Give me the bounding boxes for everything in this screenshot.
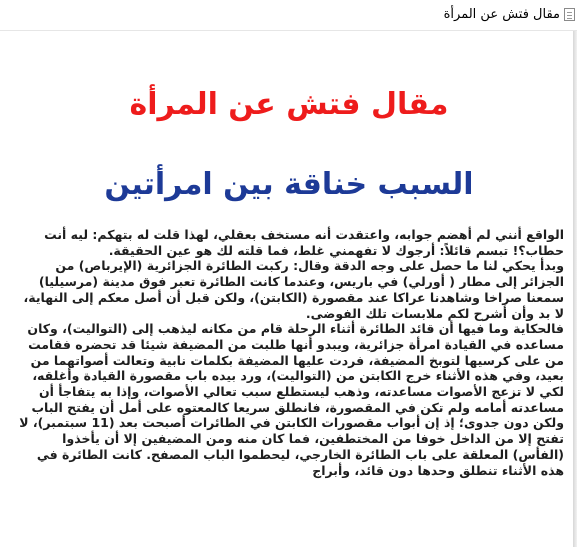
window-title: مقال فتش عن المرأة [443,7,560,22]
article-content[interactable] [8,31,570,547]
paragraph: الواقع أنني لم أهضم جوابه، واعتقدت أنه مستخف بعقلي، لهذا قلت له بتهكم: ليه أنت حطاب؟! تبسم قائلاً: أرجوك لا تفهمني غلط، فما قلته لك هو عين الحقيقة. [44,227,564,258]
paragraph: فالحكاية وما فيها أن قائد الطائرة أثناء الرحلة قام من مكانه ليذهب إلى (التواليت)، وكان مساعده في القيادة امرأة جزائرية، ويبدو أنها طلبت من المضيفة شيئا قد تحضره فقامت من على كرسيها لتوبخ المضيفة، فردت عليها المضيفة بكلمات نابية وتعالت أصواتهما من بعيد، وفي هذه الأثناء خرج الكابتن من (التواليت)، ورد بيده باب مقصورة القيادة وأغلقه، لكي لا تزعج الأصوات مساعدته، وذهب ليستطلع سبب تعالي الأصوات، وإذا به يتفاجأ أن مساعدته أمامه ولم تكن في المقصورة، فانطلق سريعا كالمعتوه على أمل أن يفتح الباب ولكن دون جدوى؛ إذ إن أبواب مقصورات الكابتن في الطائرات أصبحت بعد (11 سبتمبر)، لا تفتح إلا من الداخل خوفا من المختطفين، فما كان منه ومن المضيفين إلا أن يأخذوا (الفأس) المعلقة على باب الطائرة الخارجي، ليحطموا الباب المصفح. كانت الطائرة في هذه الأثناء تنطلق وحدها دون قائد، وأبراج [19,321,564,478]
article-subheading: السبب خناقة بين امرأتين [104,167,474,202]
window-right-edge [573,31,577,547]
article-heading: مقال فتش عن المرأة [129,87,449,122]
article-body [8,227,570,478]
document-icon [564,8,575,21]
window-titlebar [0,0,577,31]
paragraph: وبدأ يحكي لنا ما حصل على وجه الدقة وقال: ركبت الطائرة الجزائرية (الإيرباص) من الجزائر إلى مطار ( أورلي) في باريس، وعندما كانت الطائرة تعبر فوق مدينة (مرسيليا) سمعنا صراخا وشاهدنا عراكا عند مقصورة (الكابتن)، ولكن قبل أن أصل معكم إلى النهاية، لا بد وأن أشرح لكم ملابسات تلك الفوضى. [23,258,564,321]
